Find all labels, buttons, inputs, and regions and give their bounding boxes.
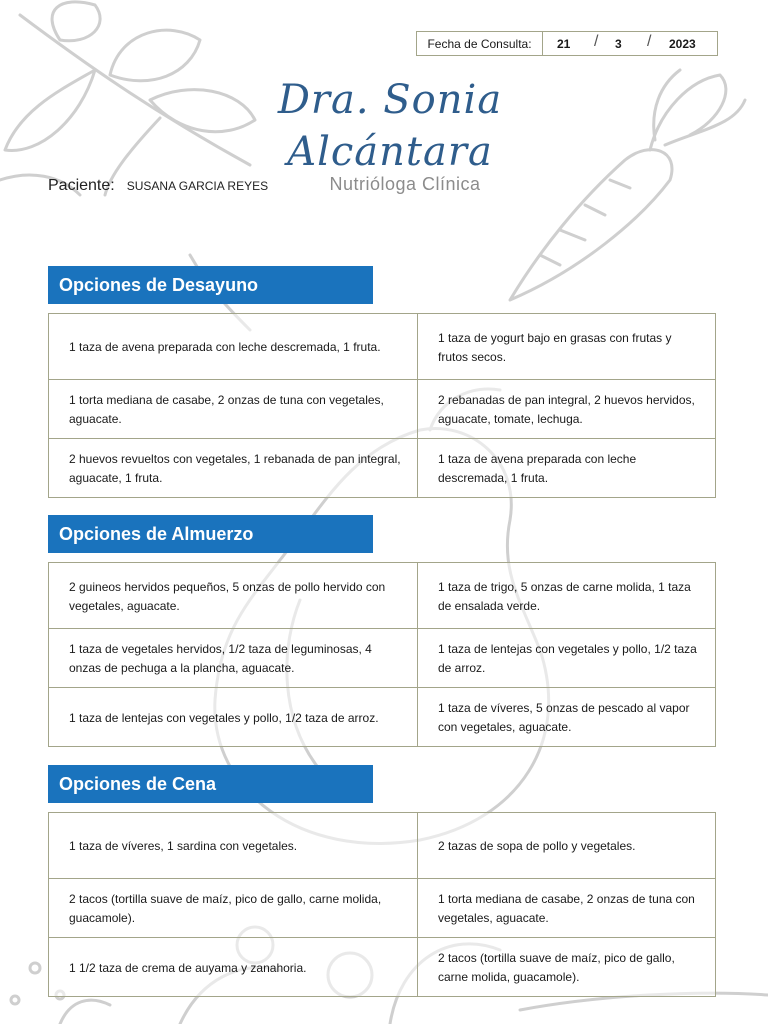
table-row xyxy=(49,813,716,879)
leaf-branch-illustration xyxy=(0,2,255,195)
table-cell: 1 taza de vegetales hervidos, 1/2 taza de leguminosas, 4 onzas de pechuga a la plancha, aguacate. xyxy=(49,629,418,688)
table-cell: 2 tacos (tortilla suave de maíz, pico de gallo, carne molida, guacamole). xyxy=(49,879,418,938)
carrot-illustration xyxy=(510,70,745,300)
table-cell: 1 taza de trigo, 5 onzas de carne molida, 1 taza de ensalada verde. xyxy=(418,563,716,629)
table-row xyxy=(49,314,716,380)
table-cell: 1 taza de lentejas con vegetales y pollo, 1/2 taza de arroz. xyxy=(418,629,716,688)
table-row xyxy=(49,629,716,688)
dinner-table xyxy=(48,812,716,997)
table-row xyxy=(49,688,716,747)
table-cell: 2 tacos (tortilla suave de maíz, pico de gallo, carne molida, guacamole). xyxy=(418,938,716,997)
date-separator: / xyxy=(647,33,652,50)
breakfast-table xyxy=(48,313,716,498)
table-row xyxy=(49,563,716,629)
date-month: 3 xyxy=(615,37,622,51)
consultation-date xyxy=(416,31,718,56)
patient-label: Paciente: xyxy=(48,177,115,194)
date-day: 21 xyxy=(557,37,571,51)
table-cell: 1 taza de víveres, 5 onzas de pescado al vapor con vegetales, aguacate. xyxy=(418,688,716,747)
table-cell: 1 taza de víveres, 1 sardina con vegetales. xyxy=(49,813,418,879)
table-cell: 1 taza de avena preparada con leche descremada, 1 fruta. xyxy=(418,439,716,498)
table-cell: 2 guineos hervidos pequeños, 5 onzas de pollo hervido con vegetales, aguacate. xyxy=(49,563,418,629)
doctor-title: Nutrióloga Clínica xyxy=(329,174,481,194)
section-title-lunch: Opciones de Almuerzo xyxy=(48,515,373,553)
table-row xyxy=(49,938,716,997)
date-year: 2023 xyxy=(669,37,696,51)
patient-name: SUSANA GARCIA REYES xyxy=(126,179,269,193)
date-values xyxy=(543,32,717,55)
doctor-name: Dra. Sonia Alcántara xyxy=(277,77,503,175)
date-separator: / xyxy=(594,33,599,50)
patient-info xyxy=(48,177,268,195)
date-label: Fecha de Consulta: xyxy=(417,32,543,55)
table-cell: 1 taza de lentejas con vegetales y pollo, 1/2 taza de arroz. xyxy=(49,688,418,747)
table-cell: 1 torta mediana de casabe, 2 onzas de tuna con vegetales, aguacate. xyxy=(49,380,418,439)
table-cell: 1 taza de avena preparada con leche descremada, 1 fruta. xyxy=(49,314,418,380)
section-title-dinner: Opciones de Cena xyxy=(48,765,373,803)
table-cell: 2 huevos revueltos con vegetales, 1 rebanada de pan integral, aguacate, 1 fruta. xyxy=(49,439,418,498)
lunch-table xyxy=(48,562,716,747)
table-cell: 1 torta mediana de casabe, 2 onzas de tuna con vegetales, aguacate. xyxy=(418,879,716,938)
table-cell: 2 rebanadas de pan integral, 2 huevos hervidos, aguacate, tomate, lechuga. xyxy=(418,380,716,439)
section-title-breakfast: Opciones de Desayuno xyxy=(48,266,373,304)
table-cell: 1 1/2 taza de crema de auyama y zanahoria. xyxy=(49,938,418,997)
brand-logo xyxy=(240,74,540,195)
table-row xyxy=(49,439,716,498)
table-cell: 1 taza de yogurt bajo en grasas con frutas y frutos secos. xyxy=(418,314,716,380)
table-cell: 2 tazas de sopa de pollo y vegetales. xyxy=(418,813,716,879)
table-row xyxy=(49,879,716,938)
table-row xyxy=(49,380,716,439)
